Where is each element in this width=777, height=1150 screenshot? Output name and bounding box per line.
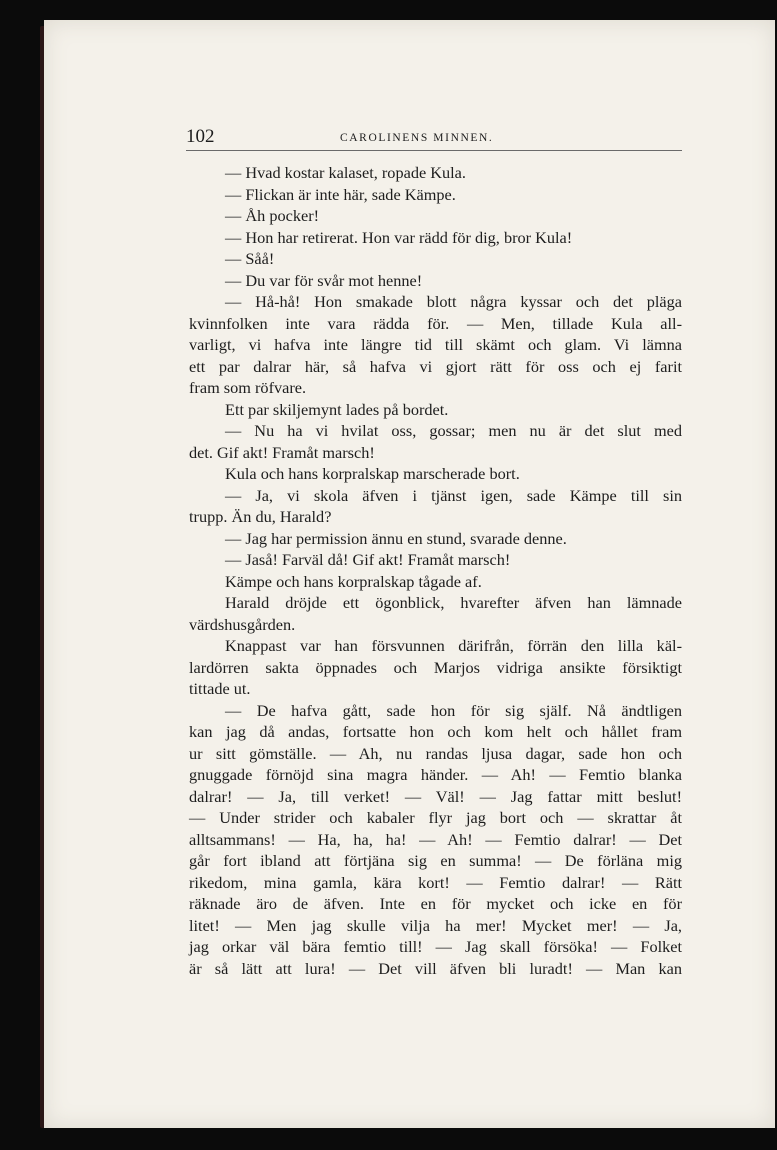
text-line: — Jaså! Farväl då! Gif akt! Framåt marsch! bbox=[225, 550, 511, 569]
text-line: Knappast var han försvunnen därifrån, förrän den lilla käl- bbox=[225, 636, 682, 655]
text-line: kan jag då andas, fortsatte hon och kom helt och hållet fram bbox=[189, 722, 682, 741]
text-line: räknade äro de äfven. Inte en för mycket och icke en för bbox=[189, 894, 682, 913]
text-line: trupp. Än du, Harald? bbox=[189, 507, 332, 526]
text-line: — Du var för svår mot henne! bbox=[225, 270, 423, 290]
text-line: — Såå! bbox=[225, 249, 275, 268]
text-line: ur sitt gömställe. — Ah, nu randas ljusa dagar, sade hon och bbox=[189, 743, 682, 763]
text-line: det. Gif akt! Framåt marsch! bbox=[189, 442, 375, 462]
text-line: går fort ibland att förtjäna sig en summa! — De förläna mig bbox=[189, 851, 682, 870]
text-line: — Under strider och kabaler flyr jag bort och — skrattar åt bbox=[189, 808, 682, 827]
text-line: jag orkar väl bära femtio till! — Jag skall försöka! — Folket bbox=[189, 937, 682, 956]
text-line: ett par dalrar här, så hafva vi gjort rätt för oss och ej farit bbox=[189, 356, 682, 376]
text-line: — Hvad kostar kalaset, ropade Kula. bbox=[225, 163, 466, 182]
text-line: värdshusgården. bbox=[189, 614, 296, 634]
text-line: — Hon har retirerat. Hon var rädd för dig, bror Kula! bbox=[225, 227, 573, 247]
text-line: Kula och hans korpralskap marscherade bort. bbox=[225, 464, 520, 483]
text-line: kvinnfolken inte vara rädda för. — Men, tillade Kula all- bbox=[189, 313, 682, 333]
text-line: tittade ut. bbox=[189, 679, 251, 698]
text-line: — Ja, vi skola äfven i tjänst igen, sade Kämpe till sin bbox=[225, 485, 682, 505]
running-head: CAROLINENS MINNEN. bbox=[340, 132, 494, 144]
text-line: alltsammans! — Ha, ha, ha! — Ah! — Femtio dalrar! — Det bbox=[189, 829, 682, 849]
page-header bbox=[186, 124, 682, 151]
text-line: fram som röfvare. bbox=[189, 378, 307, 397]
text-line: varligt, vi hafva inte längre tid till skämt och glam. Vi lämna bbox=[189, 335, 682, 354]
text-line: — De hafva gått, sade hon för sig själf. Nå ändtligen bbox=[225, 700, 682, 720]
body-text bbox=[189, 162, 682, 979]
text-line: — Nu ha vi hvilat oss, gossar; men nu är det slut med bbox=[225, 421, 682, 440]
text-line: — Hå-hå! Hon smakade blott några kyssar och det pläga bbox=[225, 292, 682, 311]
text-line: — Flickan är inte här, sade Kämpe. bbox=[225, 184, 456, 204]
text-line: lardörren sakta öppnades och Marjos vidriga ansikte försiktigt bbox=[189, 657, 682, 677]
text-line: dalrar! — Ja, till verket! — Väl! — Jag fattar mitt beslut! bbox=[189, 786, 682, 806]
text-line: är så lätt att lura! — Det vill äfven bli luradt! — Man kan bbox=[189, 958, 682, 978]
text-line: gnuggade förnöjd sina magra händer. — Ah! — Femtio blanka bbox=[189, 765, 682, 784]
text-line: rikedom, mina gamla, kära kort! — Femtio dalrar! — Rätt bbox=[189, 872, 682, 892]
text-line: — Jag har permission ännu en stund, svarade denne. bbox=[225, 528, 567, 548]
text-line: litet! — Men jag skulle vilja ha mer! Mycket mer! — Ja, bbox=[189, 915, 682, 935]
text-line: Ett par skiljemynt lades på bordet. bbox=[225, 399, 449, 419]
text-line: Harald dröjde ett ögonblick, hvarefter äfven han lämnade bbox=[225, 593, 682, 612]
page-number: 102 bbox=[186, 126, 215, 147]
text-line: — Åh pocker! bbox=[225, 206, 320, 225]
text-line: Kämpe och hans korpralskap tågade af. bbox=[225, 571, 482, 591]
